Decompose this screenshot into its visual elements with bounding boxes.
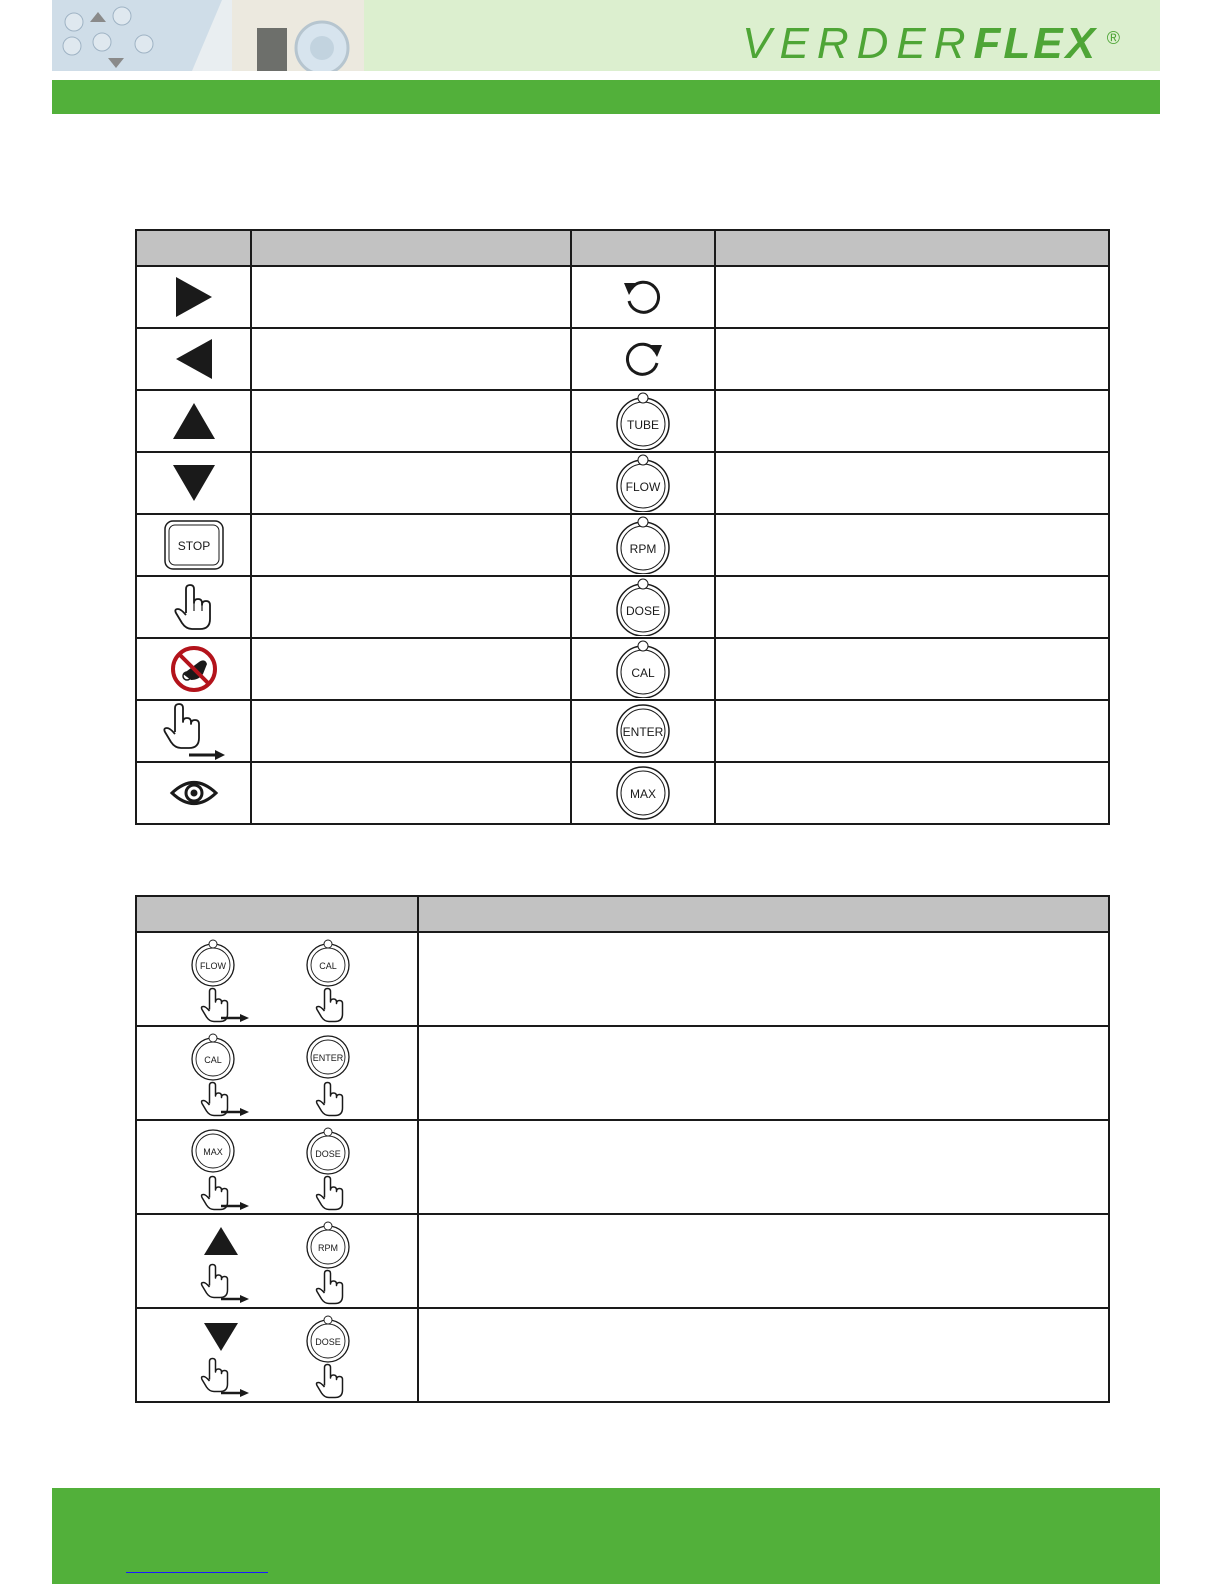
symbol-cell	[136, 762, 251, 824]
description-cell	[715, 514, 1109, 576]
down-triangle-press-hold-icon	[187, 1315, 257, 1399]
description-cell	[715, 390, 1109, 452]
description-cell	[251, 514, 571, 576]
footer-band	[52, 1488, 1160, 1584]
tube-key-icon	[613, 392, 673, 450]
cal-key-icon	[613, 640, 673, 698]
dose-key-icon	[613, 578, 673, 636]
table-row	[136, 762, 1109, 824]
max-key-label: MAX	[629, 787, 657, 801]
combo-second-key-label: DOSE	[315, 1337, 341, 1347]
tube-key-label: TUBE	[626, 418, 660, 432]
table-row	[136, 514, 1109, 576]
registered-mark: ®	[1106, 28, 1120, 48]
symbol-cell	[571, 514, 715, 576]
description-cell	[251, 762, 571, 824]
description-cell	[715, 700, 1109, 762]
header-cell	[571, 230, 715, 266]
description-cell	[715, 452, 1109, 514]
keypad-photo-image	[52, 0, 364, 71]
combo-second-key-label: CAL	[319, 961, 337, 971]
combo-description-cell	[418, 1026, 1109, 1120]
description-cell	[251, 452, 571, 514]
eye-icon	[169, 778, 219, 808]
table-row	[136, 328, 1109, 390]
up-triangle-icon	[171, 401, 217, 441]
symbol-cell	[136, 452, 251, 514]
cal-key-press-hold-icon	[187, 1033, 257, 1117]
brand-name-thin: VERDER	[742, 19, 974, 68]
table-row	[136, 932, 1109, 1026]
symbol-cell	[571, 328, 715, 390]
table-row	[136, 1214, 1109, 1308]
combo-symbol-cell	[136, 932, 418, 1026]
symbol-cell	[136, 390, 251, 452]
combo-second-key-label: RPM	[318, 1243, 338, 1253]
rpm-key-icon	[613, 516, 673, 574]
table-row	[136, 700, 1109, 762]
table-row	[136, 390, 1109, 452]
no-hand-prohibition-icon	[169, 644, 219, 694]
symbol-cell	[136, 328, 251, 390]
description-cell	[251, 576, 571, 638]
symbol-cell	[571, 576, 715, 638]
flow-key-press-hold-icon	[187, 939, 257, 1023]
combo-description-cell	[418, 1308, 1109, 1402]
symbol-cell	[571, 390, 715, 452]
header-cell	[715, 230, 1109, 266]
combo-symbol-cell	[136, 1026, 418, 1120]
enter-key-icon	[613, 704, 673, 758]
combo-description-cell	[418, 932, 1109, 1026]
symbol-cell	[571, 762, 715, 824]
stop-key-icon	[163, 519, 225, 571]
cal-key-label: CAL	[631, 666, 655, 680]
cal-key-press-icon	[302, 939, 362, 1023]
header-cell	[136, 230, 251, 266]
symbol-cell	[136, 700, 251, 762]
symbol-cell	[136, 576, 251, 638]
enter-key-label: ENTER	[622, 725, 664, 739]
symbol-cell	[571, 700, 715, 762]
brand-name-bold: FLEX	[973, 19, 1098, 68]
combo-first-key-label: MAX	[203, 1147, 223, 1157]
table-row	[136, 1120, 1109, 1214]
symbol-cell	[571, 638, 715, 700]
rpm-key-label: RPM	[629, 542, 657, 556]
combo-second-key-label: ENTER	[312, 1053, 344, 1063]
table-row	[136, 576, 1109, 638]
symbol-cell	[136, 266, 251, 328]
header-cell	[418, 896, 1109, 932]
rotate-clockwise-icon	[621, 337, 665, 381]
combo-symbol-cell	[136, 1214, 418, 1308]
up-triangle-press-hold-icon	[187, 1221, 257, 1305]
symbol-cell	[136, 514, 251, 576]
table-header-row	[136, 230, 1109, 266]
stop-key-label: STOP	[177, 539, 210, 553]
verderflex-logo	[742, 14, 1120, 71]
table-row	[136, 1308, 1109, 1402]
dose-key-press-icon	[302, 1127, 362, 1211]
press-hand-icon	[172, 583, 216, 631]
play-right-triangle-icon	[174, 275, 214, 319]
play-left-triangle-icon	[174, 337, 214, 381]
header-cell	[136, 896, 418, 932]
symbol-cell	[136, 638, 251, 700]
description-cell	[715, 576, 1109, 638]
footer-link[interactable]	[126, 1558, 268, 1573]
table-row	[136, 638, 1109, 700]
enter-key-press-icon	[302, 1033, 362, 1117]
max-key-icon	[613, 766, 673, 820]
flow-key-label: FLOW	[625, 480, 661, 494]
combo-symbol-cell	[136, 1120, 418, 1214]
symbol-cell	[571, 452, 715, 514]
combo-description-cell	[418, 1214, 1109, 1308]
table-header-row	[136, 896, 1109, 932]
key-combinations-table	[135, 895, 1110, 1403]
max-key-press-hold-icon	[187, 1127, 257, 1211]
description-cell	[715, 328, 1109, 390]
header-green-bar	[52, 80, 1160, 114]
combo-second-key-label: DOSE	[315, 1149, 341, 1159]
header-cell	[251, 230, 571, 266]
table-row	[136, 266, 1109, 328]
flow-key-icon	[613, 454, 673, 512]
description-cell	[715, 638, 1109, 700]
rpm-key-press-icon	[302, 1221, 362, 1305]
dose-key-label: DOSE	[625, 604, 661, 618]
description-cell	[251, 700, 571, 762]
table-row	[136, 452, 1109, 514]
down-triangle-icon	[171, 463, 217, 503]
description-cell	[251, 638, 571, 700]
press-and-hold-hand-icon	[161, 702, 227, 760]
symbols-table	[135, 229, 1110, 825]
rotate-counterclockwise-icon	[621, 275, 665, 319]
table-row	[136, 1026, 1109, 1120]
description-cell	[251, 266, 571, 328]
combo-first-key-label: CAL	[204, 1055, 222, 1065]
dose-key-press-icon	[302, 1315, 362, 1399]
description-cell	[251, 328, 571, 390]
combo-description-cell	[418, 1120, 1109, 1214]
combo-first-key-label: FLOW	[200, 961, 226, 971]
description-cell	[251, 390, 571, 452]
description-cell	[715, 266, 1109, 328]
combo-symbol-cell	[136, 1308, 418, 1402]
header-banner	[52, 0, 1160, 71]
symbol-cell	[571, 266, 715, 328]
description-cell	[715, 762, 1109, 824]
